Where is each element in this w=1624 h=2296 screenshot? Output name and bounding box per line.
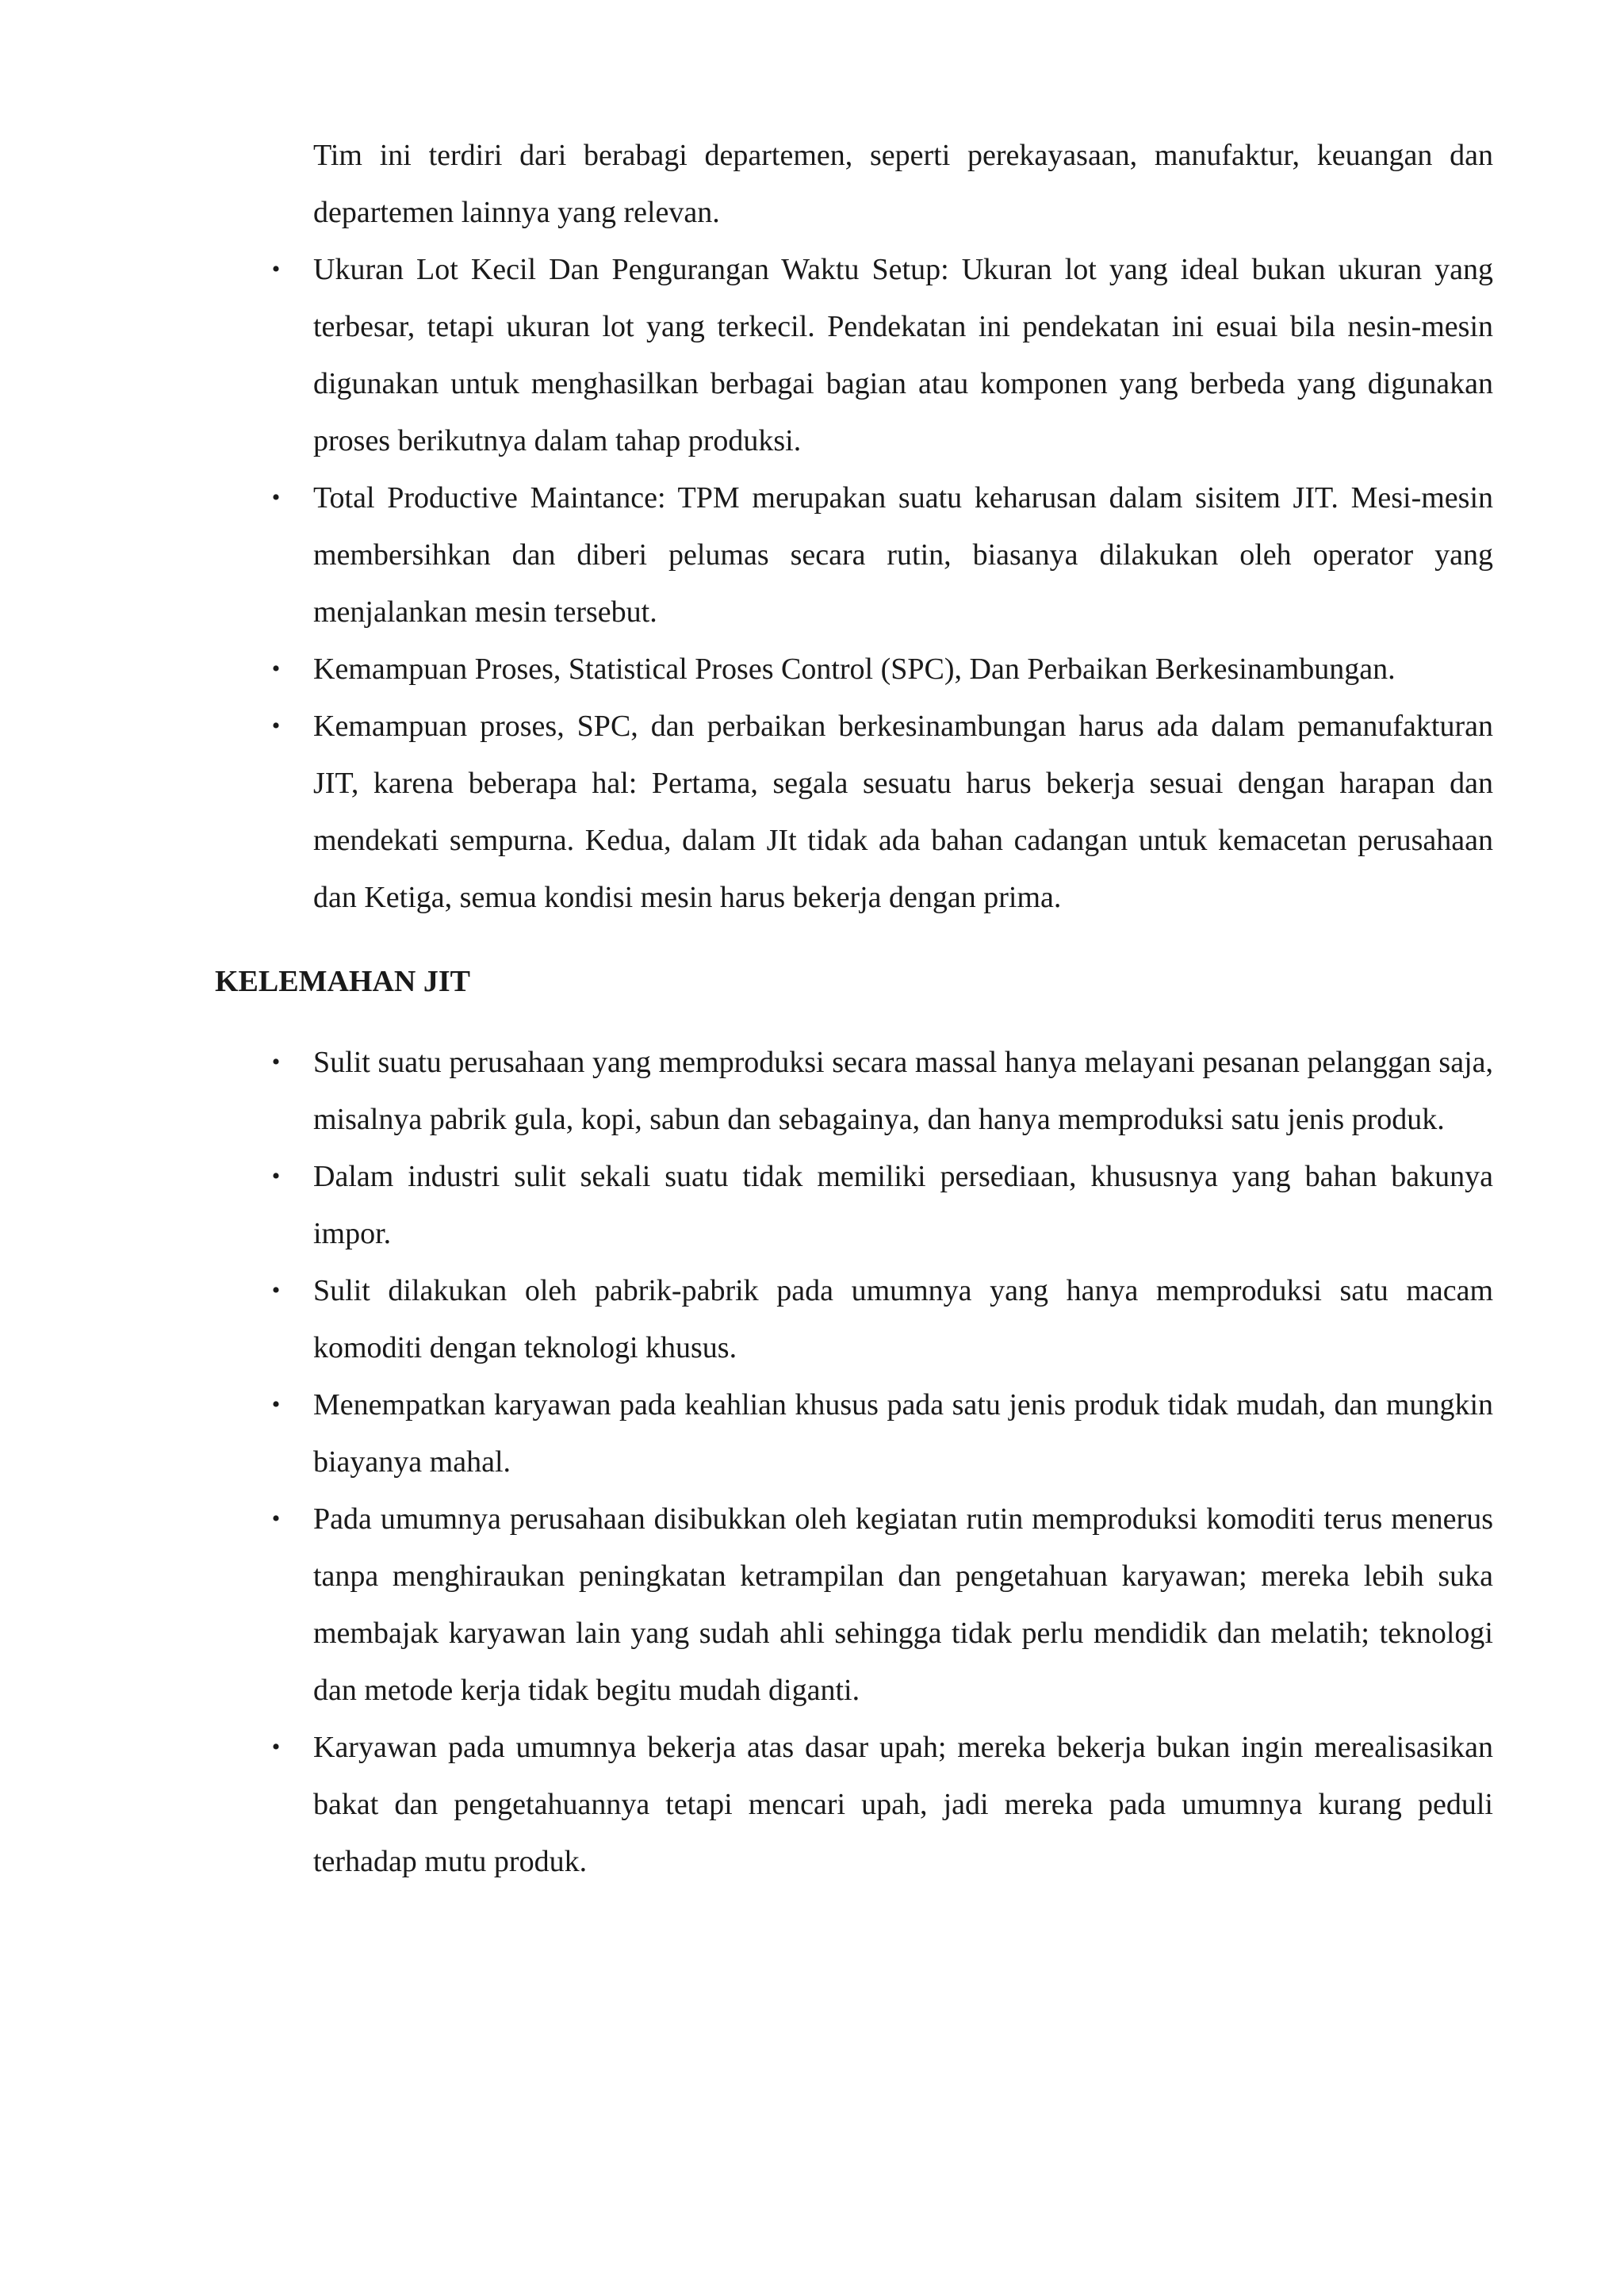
list-item bbox=[271, 698, 1493, 926]
advantages-list bbox=[271, 241, 1493, 926]
bullet-icon: • bbox=[271, 656, 281, 682]
bullet-icon: • bbox=[271, 1506, 281, 1532]
list-item-text: Total Productive Maintance: TPM merupakan suatu keharusan dalam sisitem JIT. Mesi-mesin membersihkan dan diberi pelumas secara rutin, biasanya dilakukan oleh operator yang menjalankan mesin tersebut. bbox=[313, 481, 1493, 629]
list-item bbox=[271, 1376, 1493, 1490]
bullet-icon: • bbox=[271, 1049, 281, 1075]
continuation-paragraph: Tim ini terdiri dari berabagi departemen, seperti perekayasaan, manufaktur, keuangan dan departemen lainnya yang relevan. bbox=[313, 139, 1493, 229]
list-item bbox=[271, 469, 1493, 641]
list-item-text: Pada umumnya perusahaan disibukkan oleh kegiatan rutin memproduksi komoditi terus menerus tanpa menghiraukan peningkatan ketrampilan dan pengetahuan karyawan; mereka lebih suka membajak karyawan lain yang sudah ahli sehingga tidak perlu mendidik dan melatih; teknologi dan metode kerja tidak begitu mudah diganti. bbox=[313, 1502, 1493, 1707]
bullet-icon: • bbox=[271, 1391, 281, 1418]
section-heading: KELEMAHAN JIT bbox=[215, 965, 470, 998]
list-item-text: Sulit suatu perusahaan yang memproduksi secara massal hanya melayani pesanan pelanggan saja, misalnya pabrik gula, kopi, sabun dan sebagainya, dan hanya memproduksi satu jenis produk. bbox=[313, 1046, 1493, 1136]
list-item-text: Karyawan pada umumnya bekerja atas dasar upah; mereka bekerja bukan ingin merealisasikan bakat dan pengetahuannya tetapi mencari upah, jadi mereka pada umumnya kurang peduli terhadap mutu produk. bbox=[313, 1731, 1493, 1878]
weaknesses-list bbox=[271, 1034, 1493, 1890]
bullet-icon: • bbox=[271, 484, 281, 511]
list-item bbox=[271, 1490, 1493, 1719]
list-item bbox=[271, 1262, 1493, 1376]
bullet-icon: • bbox=[271, 1163, 281, 1189]
bullet-icon: • bbox=[271, 1734, 281, 1760]
list-item-text: Ukuran Lot Kecil Dan Pengurangan Waktu Setup: Ukuran lot yang ideal bukan ukuran yang terbesar, tetapi ukuran lot yang terkecil. Pendekatan ini pendekatan ini esuai bila nesin-mesin digunakan untuk menghasilkan berbagai bagian atau komponen yang berbeda yang digunakan proses berikutnya dalam tahap produksi. bbox=[313, 253, 1493, 457]
bullet-icon: • bbox=[271, 256, 281, 282]
bullet-icon: • bbox=[271, 1277, 281, 1303]
list-item-text: Kemampuan Proses, Statistical Proses Control (SPC), Dan Perbaikan Berkesinambungan. bbox=[313, 652, 1396, 686]
bullet-icon: • bbox=[271, 713, 281, 739]
list-item-text: Sulit dilakukan oleh pabrik-pabrik pada umumnya yang hanya memproduksi satu macam komoditi dengan teknologi khusus. bbox=[313, 1274, 1493, 1364]
list-item bbox=[271, 1719, 1493, 1890]
list-item bbox=[271, 1148, 1493, 1262]
list-item-text: Dalam industri sulit sekali suatu tidak memiliki persediaan, khususnya yang bahan bakunya impor. bbox=[313, 1160, 1493, 1250]
list-item-text: Menempatkan karyawan pada keahlian khusus pada satu jenis produk tidak mudah, dan mungkin biayanya mahal. bbox=[313, 1388, 1493, 1479]
list-item-text: Kemampuan proses, SPC, dan perbaikan berkesinambungan harus ada dalam pemanufakturan JIT, karena beberapa hal: Pertama, segala sesuatu harus bekerja sesuai dengan harapan dan mendekati sempurna. Kedua, dalam JIt tidak ada bahan cadangan untuk kemacetan perusahaan dan Ketiga, semua kondisi mesin harus bekerja dengan prima. bbox=[313, 710, 1493, 914]
list-item bbox=[271, 641, 1493, 698]
list-item bbox=[271, 241, 1493, 469]
list-item bbox=[271, 1034, 1493, 1148]
